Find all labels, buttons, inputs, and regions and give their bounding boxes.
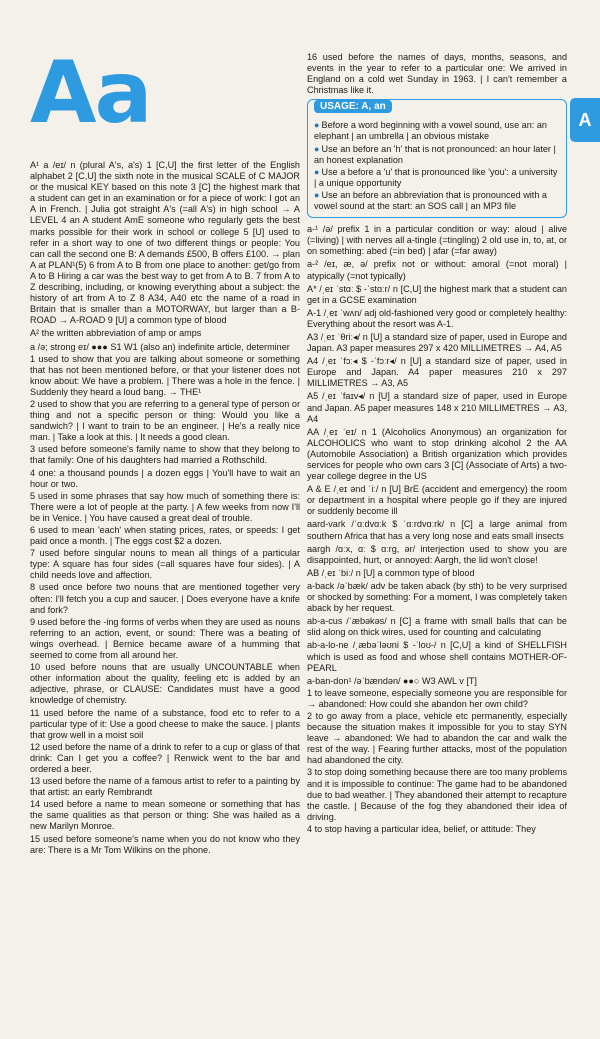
entry-aargh: aargh /ɑːx, ɑː $ ɑːrg, ər/ interjection used to show you are disappointed, hurt, or annoyed: Aargh, the lid won't close! bbox=[307, 543, 567, 565]
entry-aardvark: aard-vark /ˈɑːdvɑːk $ ˈɑːrdvɑːrk/ n [C] a large animal from southern Africa that has a very long nose and eats small insects bbox=[307, 519, 567, 541]
abandon-sense-2: 2 to go away from a place, vehicle etc permanently, especially because the situation makes it impossible for you to stay SYN leave → abandoned: We had to abandon the car and walk the rest of the way. | Fearing further attacks, most of the population had abandoned the city. bbox=[307, 710, 567, 766]
bullet-icon: ● bbox=[314, 166, 320, 177]
entry-a-article-head: a /ə; strong eɪ/ ●●● S1 W1 (also an) indefinite article, determiner bbox=[30, 341, 290, 352]
section-letter-heading: Aa bbox=[30, 43, 151, 143]
entry-a-prefix-2: a-² /eɪ, æ, ə/ prefix not or without: amoral (=not moral) | atypically (=not typically) bbox=[307, 259, 567, 281]
entry-A-1: A-1 /ˌeɪ ˈwʌn/ adj old-fashioned very good or completely healthy: Everything about the resort was A-1. bbox=[307, 307, 568, 329]
entry-aback: a-back /əˈbæk/ adv be taken aback (by sth) to be very surprised or shocked by something: For a moment, I was completely taken aback by her request. bbox=[307, 580, 567, 614]
entry-A3: A3 /ˌeɪ ˈθriː◂/ n [U] a standard size of paper, used in Europe and Japan. A3 paper measures 297 x 420 MILLIMETRES → A4, A5 bbox=[307, 331, 567, 354]
entry-A1: A¹ a /eɪ/ n (plural A's, a's) 1 [C,U] the first letter of the English alphabet 2 [C,U] the sixth note in the musical SCALE of C MAJOR or the musical KEY based on this note 3 [C] the highest mark that a student can get in an examination or for a piece of work: I got an A in French. | Julia got straight A's (=all A's) in high school → A LEVEL 4 an A student AmE someone who regularly gets the best marks possible for their work in school or college 5 [U] used to refer in a short way to one of two different things or people: You can call the second one B: A demands £500, B offers £100. → plan A at PLAN¹(5) 6 from A to B from one place to another: get/go from A to B Hiring a car was the best way to get from A to B. 7 from A to Z describing, including, or knowing everything about a subject: the history of art from A to Z 8 A34, A40 etc the name of a road in Britain that is smaller than a MOTORWAY, but larger than a B-ROAD → A-ROAD 9 [U] a common type of blood bbox=[30, 160, 300, 326]
entry-A-and-E: A & E /ˌeɪ ənd ˈiː/ n [U] BrE (accident and emergency) the room or department in a hospital where people go if they are injured or suddenly become ill bbox=[307, 484, 567, 517]
sense-1: 1 used to show that you are talking about someone or something that has not been mentioned before, or that your listener does not know about: We have a problem. | There was a hole in the fence. | Suddenly they heard a loud bang. → THE¹ bbox=[30, 353, 300, 397]
usage-note-title: USAGE: A, an bbox=[314, 100, 392, 113]
sense-9: 9 used before the -ing forms of verbs when they are used as nouns referring to an action, event, or sound: There was a beating of wings overhead. | Bernice became aware of a humming that seemed to come from all around her. bbox=[30, 616, 300, 661]
sense-10: 10 used before nouns that are usually UNCOUNTABLE when other information about the quality, feeling etc is added by an adjective, phrase, or CLAUSE: Candidates must have a good knowledge of chemistry. bbox=[30, 662, 300, 706]
usage-item: ● Use a before a 'u' that is pronounced like 'you': a university | a unique opportunity bbox=[314, 166, 558, 188]
usage-note-box bbox=[307, 99, 567, 218]
right-column bbox=[307, 52, 567, 836]
bullet-icon: ● bbox=[314, 189, 320, 200]
sense-16: 16 used before the names of days, months, seasons, and events in the year to refer to a particular one: We arrived in England on a cold wet Sunday in 1963. | I can't remember a Christmas like it. bbox=[307, 52, 567, 96]
sense-2: 2 used to show that you are referring to a general type of person or thing and not a specific person or thing: Would you like a sandwich? | I want to train to be an engineer. | He's a really nice man. | Take a look at this. | It needs a good clean. bbox=[30, 398, 300, 443]
entry-abalone: ab-a-lo-ne /ˌæbəˈləʊni $ -ˈloʊ-/ n [C,U] a kind of SHELLFISH which is used as food and whose shell contains MOTHER-OF-PEARL bbox=[307, 640, 567, 673]
entry-A4: A4 /ˌeɪ ˈfɔː◂ $ -ˈfɔːr◂/ n [U] a standard size of paper, used in Europe and Japan. A4 paper measures 210 x 297 MILLIMETRES → A3, A5 bbox=[307, 356, 567, 389]
bullet-icon: ● bbox=[314, 143, 320, 154]
sense-13: 13 used before the name of a famous artist to refer to a painting by that artist: an early Rembrandt bbox=[30, 776, 300, 798]
sense-3: 3 used before someone's family name to show that they belong to that family: One of his daughters had married a Rothschild. bbox=[30, 444, 300, 466]
sense-7: 7 used before singular nouns to mean all things of a particular type: A square has four sides (=all squares have four sides). | A child needs love and affection. bbox=[30, 548, 300, 581]
entry-abandon-head: a-ban-don¹ /əˈbændən/ ●●○ W3 AWL v [T] bbox=[307, 675, 477, 686]
usage-item: ● Before a word beginning with a vowel sound, use an: an elephant | an umbrella | an obvious mistake bbox=[314, 120, 547, 142]
entry-A2: A² the written abbreviation of amp or amps bbox=[30, 328, 202, 339]
entry-A5: A5 /ˌeɪ ˈfaɪv◂/ n [U] a standard size of paper, used in Europe and Japan. A5 paper measures 148 x 210 MILLIMETRES → A3, A4 bbox=[307, 391, 567, 424]
entry-abacus: ab-a-cus /ˈæbəkəs/ n [C] a frame with small balls that can be slid along on thick wires, used for counting and calculating bbox=[307, 616, 567, 638]
entry-AA: AA /ˌeɪ ˈeɪ/ n 1 (Alcoholics Anonymous) an organization for ALCOHOLICS who want to stop drinking alcohol 2 the AA (Automobile Association) a British organization which provides services for people who own cars 3 [C] (Associate of Arts) a two-year college degree in the US bbox=[307, 426, 567, 482]
sense-6: 6 used to mean 'each' when stating prices, rates, or speeds: I get paid once a month. | The eggs cost $2 a dozen. bbox=[30, 525, 300, 547]
entry-a-prefix-1: a-¹ /ə/ prefix 1 in a particular condition or way: aloud | alive (=living) | with nerves all a-tingle (=tingling) 2 old use in, to, at, or on something: abed (=in bed) | afar (=far away) bbox=[307, 224, 567, 257]
thumb-index-tab[interactable]: A bbox=[570, 98, 600, 142]
bullet-icon: ● bbox=[314, 120, 320, 131]
entry-A-star: A* /ˌeɪ ˈstɑː $ -ˈstɑːr/ n [C,U] the highest mark that a student can get in a GCSE examination bbox=[307, 283, 567, 305]
sense-4: 4 one: a thousand pounds | a dozen eggs | You'll have to wait an hour or two. bbox=[30, 467, 300, 489]
sense-12: 12 used before the name of a drink to refer to a cup or glass of that drink: Can I get you a coffee? | Renwick went to the bar and ordered a beer. bbox=[30, 741, 300, 774]
abandon-sense-1: 1 to leave someone, especially someone you are responsible for → abandoned: How could she abandon her own child? bbox=[307, 687, 567, 709]
sense-11: 11 used before the name of a substance, food etc to refer to a particular type of it: Use a good cheese to make the sauce. | plants that grow well in a moist soil bbox=[30, 707, 300, 740]
sense-5: 5 used in some phrases that say how much of something there is: There were a lot of people at the party. | A few weeks from now I'll be in Venice. | You have caused a great deal of trouble. bbox=[30, 490, 300, 523]
usage-item: ● Use an before an abbreviation that is pronounced with a vowel sound at the start: an SOS call | an MP3 file bbox=[314, 189, 547, 212]
sense-14: 14 used before a name to mean someone or something that has the same qualities as that person or thing: She was hailed as a new Marilyn Monroe. bbox=[30, 799, 300, 832]
sense-15: 15 used before someone's name when you do not know who they are: There is a Mr Tom Wilkins on the phone. bbox=[30, 833, 300, 855]
usage-item: ● Use an before an 'h' that is not pronounced: an hour later | an honest explanation bbox=[314, 143, 556, 165]
abandon-sense-3: 3 to stop doing something because there are too many problems and it is impossible to continue: The game had to be abandoned due to bad weather. | They abandoned their attempt to recapture the castle. | Because of the fog they abandoned their idea of driving. bbox=[307, 767, 567, 822]
abandon-sense-4: 4 to stop having a particular idea, belief, or attitude: They bbox=[307, 823, 536, 834]
sense-8: 8 used once before two nouns that are mentioned together very often: I'll fetch you a cup and saucer. | Does everyone have a knife and fork? bbox=[30, 582, 300, 615]
entry-AB: AB /ˌeɪ ˈbiː/ n [U] a common type of blood bbox=[307, 567, 475, 578]
left-column bbox=[30, 160, 300, 857]
